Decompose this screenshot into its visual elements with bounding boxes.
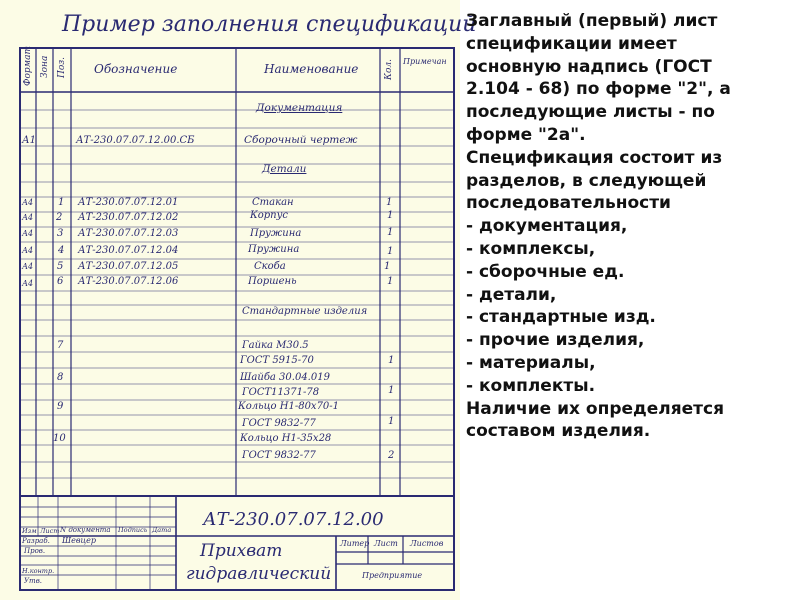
note-line: - сборочные ед. <box>466 261 625 282</box>
std-qty: 1 <box>388 385 395 396</box>
note-line: Заглавный (первый) лист <box>466 11 718 31</box>
part-designation: АТ-230.07.07.12.02 <box>78 212 179 223</box>
doc-format: А1 <box>22 135 36 146</box>
std-qty: 1 <box>388 355 395 366</box>
part-pos: 4 <box>58 245 65 256</box>
note-line: Спецификация состоит из <box>466 147 723 168</box>
note-line: 2.104 - 68) по форме "2", а <box>466 79 731 100</box>
part-designation: АТ-230.07.07.12.06 <box>78 276 179 287</box>
part-pos: 1 <box>58 197 65 208</box>
std-name: ГОСТ11371-78 <box>242 387 320 398</box>
note-line: - прочие изделия, <box>466 330 645 351</box>
tb-liter: Литер <box>340 539 370 548</box>
note-line: - стандартные изд. <box>466 307 656 328</box>
std-name: Шайба 30.04.019 <box>240 372 330 383</box>
std-name: ГОСТ 5915-70 <box>240 355 314 366</box>
part-format: А4 <box>22 213 34 222</box>
section-parts: Детали <box>262 163 307 175</box>
title-block-code: АТ-230.07.07.12.00 <box>203 509 384 530</box>
part-pos: 3 <box>57 228 64 239</box>
part-designation: АТ-230.07.07.12.04 <box>78 245 179 256</box>
tb-developer: Шевцер <box>62 536 96 545</box>
part-name: Корпус <box>250 210 289 221</box>
tb-developed: Разраб. <box>22 537 50 545</box>
part-pos: 6 <box>57 276 64 287</box>
note-line: - документация, <box>466 216 628 237</box>
note-line: последовательности <box>466 193 671 214</box>
part-format: А4 <box>22 279 34 288</box>
part-designation: АТ-230.07.07.12.03 <box>78 228 179 239</box>
std-name: Кольцо Н1-35х28 <box>240 433 332 444</box>
header-qty: Кол. <box>384 59 394 80</box>
part-pos: 2 <box>56 212 63 223</box>
part-name: Поршень <box>248 276 297 287</box>
part-qty: 1 <box>387 227 394 238</box>
part-name: Стакан <box>252 197 294 208</box>
note-line: последующие листы - по <box>466 102 715 123</box>
std-pos: 7 <box>57 340 64 351</box>
tb-company: Предприятие <box>362 571 423 580</box>
std-qty: 1 <box>388 416 395 427</box>
part-designation: АТ-230.07.07.12.05 <box>78 261 179 272</box>
part-qty: 1 <box>384 261 391 272</box>
tb-list: Лист <box>40 527 60 535</box>
std-name: ГОСТ 9832-77 <box>242 418 316 429</box>
std-pos: 10 <box>53 433 66 444</box>
part-qty: 1 <box>387 246 394 257</box>
part-pos: 5 <box>57 261 64 272</box>
part-format: А4 <box>22 262 34 271</box>
section-standard: Стандартные изделия <box>242 306 368 317</box>
std-pos: 8 <box>57 372 64 383</box>
header-name: Наименование <box>264 62 359 76</box>
std-pos: 9 <box>57 401 64 412</box>
header-format: Формат <box>23 45 33 86</box>
title-block-name-1: Прихват <box>200 541 283 561</box>
note-line: Наличие их определяется <box>466 398 725 419</box>
note-line: - комплексы, <box>466 238 596 259</box>
doc-designation: АТ-230.07.07.12.00.СБ <box>76 135 195 146</box>
title-block-name-2: гидравлический <box>186 564 332 584</box>
note-line: - комплекты. <box>466 375 596 396</box>
std-qty: 2 <box>388 450 395 461</box>
std-name: Кольцо Н1-80х70-1 <box>238 401 340 412</box>
tb-izm: Изм <box>22 527 37 535</box>
tb-doc-no: N документа <box>60 526 111 534</box>
header-note: Примечан <box>403 57 447 66</box>
tb-checked: Пров. <box>24 547 46 555</box>
note-line: форме "2а". <box>466 124 586 145</box>
part-qty: 1 <box>387 210 394 221</box>
note-line: спецификации имеет <box>466 33 677 54</box>
part-designation: АТ-230.07.07.12.01 <box>78 197 179 208</box>
tb-sign: Подпись <box>118 526 148 534</box>
part-name: Пружина <box>250 228 302 239</box>
doc-name: Сборочный чертеж <box>244 134 358 146</box>
explanation-text <box>466 10 796 443</box>
note-line: основную надпись (ГОСТ <box>466 56 712 77</box>
part-format: А4 <box>22 246 34 255</box>
section-documentation: Документация <box>256 102 343 114</box>
part-qty: 1 <box>387 276 394 287</box>
note-line: - материалы, <box>466 352 596 373</box>
tb-sheet: Лист <box>374 539 398 548</box>
tb-approved: Утв. <box>24 577 42 585</box>
tb-date: Дата <box>152 526 172 534</box>
part-name: Пружина <box>248 244 300 255</box>
note-line: - детали, <box>466 284 557 305</box>
part-name: Скоба <box>254 261 286 272</box>
part-format: А4 <box>22 229 34 238</box>
header-zone: Зона <box>40 55 50 78</box>
part-format: А4 <box>22 198 34 207</box>
std-name: Гайка М30.5 <box>242 340 309 351</box>
tb-sheets: Листов <box>410 539 444 548</box>
note-line: составом изделия. <box>466 421 651 442</box>
header-pos: Поз. <box>57 56 67 78</box>
std-name: ГОСТ 9832-77 <box>242 450 316 461</box>
sheet-title: Пример заполнения спецификаций <box>62 12 477 37</box>
part-qty: 1 <box>386 197 393 208</box>
tb-norm: Н.контр. <box>22 567 55 575</box>
note-line: разделов, в следующей <box>466 170 707 191</box>
header-designation: Обозначение <box>94 62 178 76</box>
